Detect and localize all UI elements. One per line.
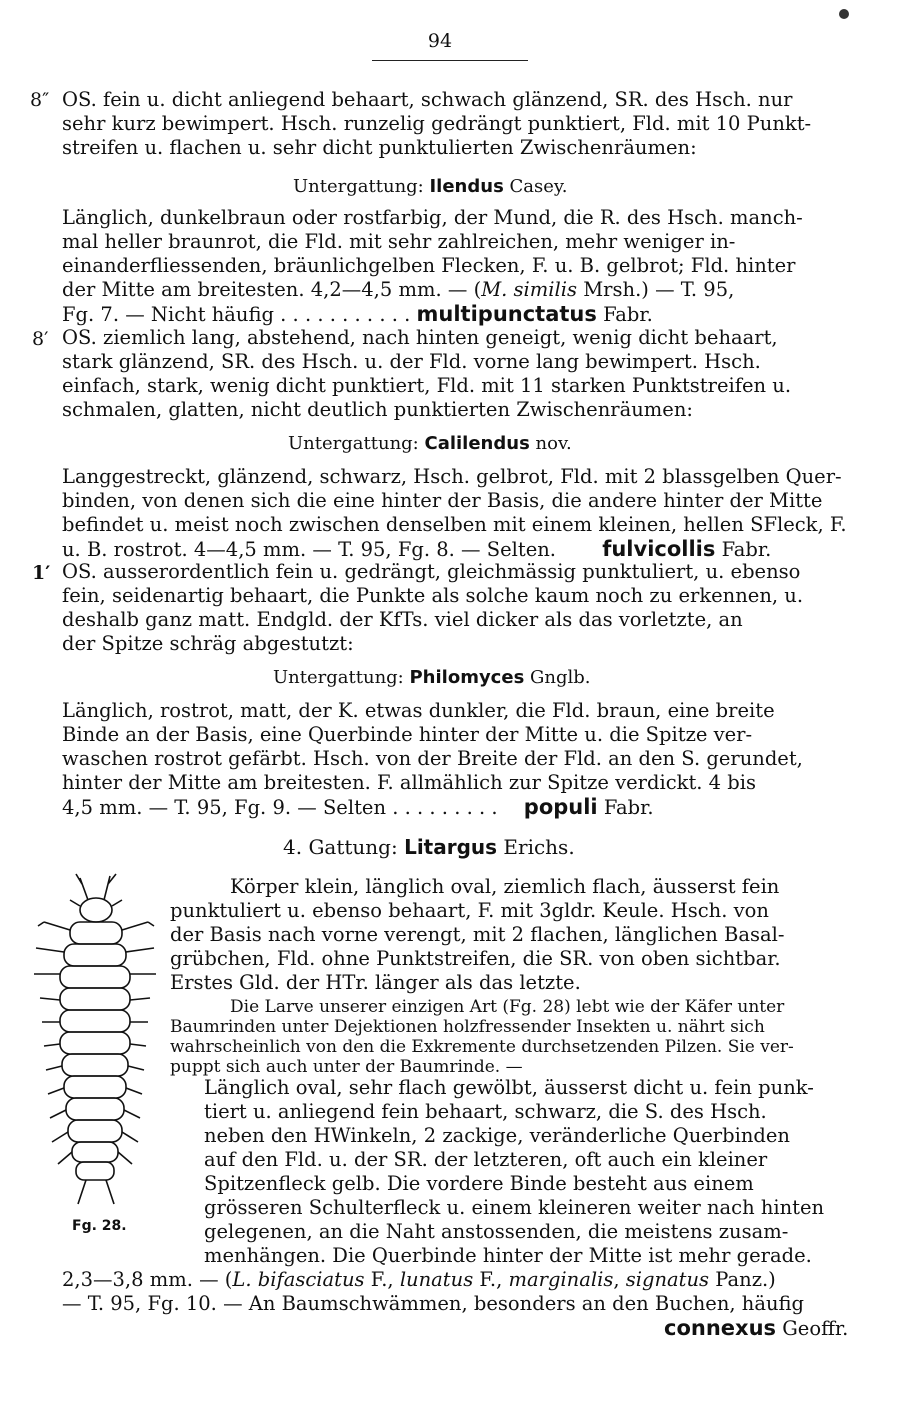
author-name: Casey. — [509, 176, 568, 197]
note-line: wahrscheinlich von den die Exkremente durchsetzenden Pilzen. Sie ver- — [170, 1037, 794, 1057]
taxon-italic: marginalis — [508, 1268, 614, 1291]
text-line — [62, 279, 734, 301]
species-name: connexus — [664, 1316, 777, 1340]
text-line: binden, von denen sich die eine hinter der Basis, die andere hinter der Mitte — [62, 489, 823, 512]
text-span: 2,3—3,8 mm. — ( — [62, 1268, 233, 1291]
text-line: der Basis nach vorne verengt, mit 2 flachen, länglichen Basal- — [170, 923, 785, 946]
heading-label: Untergattung: — [288, 433, 419, 454]
species-line — [664, 1317, 848, 1340]
text-span: Panz.) — [709, 1268, 776, 1291]
note-line: Baumrinden unter Dejektionen holzfressender Insekten u. nährt sich — [170, 1017, 765, 1037]
text-line — [62, 538, 771, 561]
text-line: Spitzenfleck gelb. Die vordere Binde besteht aus einem — [204, 1172, 754, 1195]
key-marker: 8′ — [32, 328, 49, 350]
text-line: befindet u. meist noch zwischen denselben mit einem kleinen, hellen SFleck, F. — [62, 513, 847, 536]
subgenus-heading — [273, 667, 591, 689]
text-line: sehr kurz bewimpert. Hsch. runzelig gedrängt punktiert, Fld. mit 10 Punkt- — [62, 112, 812, 135]
text-span: F., — [364, 1268, 400, 1291]
taxon-italic: M. similis — [481, 278, 578, 301]
text-line: der Spitze schräg abgestutzt: — [62, 632, 354, 655]
text-line: waschen rostrot gefärbt. Hsch. von der Breite der Fld. an den S. gerundet, — [62, 747, 803, 770]
text-line: OS. fein u. dicht anliegend behaart, schwach glänzend, SR. des Hsch. nur — [62, 88, 793, 111]
taxon-name: Ilendus — [429, 176, 504, 197]
heading-label: Untergattung: — [293, 176, 424, 197]
text-line: Körper klein, länglich oval, ziemlich flach, äusserst fein — [230, 875, 780, 898]
note-line: Die Larve unserer einzigen Art (Fg. 28) lebt wie der Käfer unter — [230, 997, 785, 1017]
text-span: der Mitte am breitesten. 4,2—4,5 mm. — ( — [62, 278, 482, 301]
text-line: einanderfliessenden, bräunlichgelben Flecken, F. u. B. gelbrot; Fld. hinter — [62, 254, 796, 277]
text-span: F., — [473, 1268, 509, 1291]
text-line: Länglich, rostrot, matt, der K. etwas dunkler, die Fld. braun, eine breite — [62, 699, 775, 722]
text-span: 4,5 mm. — T. 95, Fg. 9. — Selten . . . . . . . . . — [62, 796, 498, 819]
text-line: auf den Fld. u. der SR. der letzteren, oft auch ein kleiner — [204, 1148, 768, 1171]
text-line: Länglich, dunkelbraun oder rostfarbig, der Mund, die R. des Hsch. manch- — [62, 206, 803, 229]
text-line: Langgestreckt, glänzend, schwarz, Hsch. gelbrot, Fld. mit 2 blassgelben Quer- — [62, 465, 842, 488]
heading-label: Untergattung: — [273, 667, 404, 688]
taxon-italic: L. bifasciatus — [232, 1268, 365, 1291]
page-number-rule — [372, 60, 528, 61]
text-line: neben den HWinkeln, 2 zackige, veränderliche Querbinden — [204, 1124, 790, 1147]
taxon-italic: lunatus — [399, 1268, 474, 1291]
taxon-italic: signatus — [625, 1268, 710, 1291]
text-line: gelegenen, an die Naht anstossenden, die meistens zusam- — [204, 1220, 789, 1243]
author-name: Geoffr. — [782, 1317, 849, 1340]
text-line: Binde an der Basis, eine Querbinde hinter der Mitte u. die Spitze ver- — [62, 723, 753, 746]
author-name: nov. — [535, 433, 572, 454]
text-line: stark glänzend, SR. des Hsch. u. der Fld. vorne lang bewimpert. Hsch. — [62, 350, 761, 373]
species-name: fulvicollis — [602, 537, 716, 561]
larva-figure — [30, 870, 165, 1210]
text-line: streifen u. flachen u. sehr dicht punktulierten Zwischenräumen: — [62, 136, 697, 159]
text-span: Fg. 7. — Nicht häufig . . . . . . . . . . . — [62, 303, 411, 326]
author-name: Fabr. — [603, 303, 653, 326]
text-span: u. B. rostrot. 4—4,5 mm. — T. 95, Fg. 8. — Selten. — [62, 538, 557, 561]
text-line: grübchen, Fld. ohne Punktstreifen, die SR. von oben sichtbar. — [170, 947, 781, 970]
text-line: fein, seidenartig behaart, die Punkte als solche kaum noch zu erkennen, u. — [62, 584, 804, 607]
text-line: hinter der Mitte am breitesten. F. allmählich zur Spitze verdickt. 4 bis — [62, 771, 757, 794]
text-line: — T. 95, Fg. 10. — An Baumschwämmen, besonders an den Buchen, häufig — [62, 1292, 805, 1315]
text-line: Länglich oval, sehr flach gewölbt, äusserst dicht u. fein punk- — [204, 1076, 814, 1099]
key-marker: 8″ — [30, 89, 50, 111]
taxon-name: Calilendus — [424, 433, 530, 454]
taxon-name: Philomyces — [409, 667, 525, 688]
species-name: multipunctatus — [416, 302, 597, 326]
key-marker: 1′ — [32, 562, 51, 584]
heading-label: 4. Gattung: — [283, 835, 398, 859]
subgenus-heading — [288, 433, 572, 455]
text-line: Erstes Gld. der HTr. länger als das letzte. — [170, 971, 581, 994]
text-line: grösseren Schulterfleck u. einem kleineren weiter nach hinten — [204, 1196, 825, 1219]
author-name: Erichs. — [503, 835, 575, 859]
author-name: Fabr. — [603, 796, 654, 819]
text-line: einfach, stark, wenig dicht punktiert, Fld. mit 11 starken Punktstreifen u. — [62, 374, 792, 397]
ink-speck — [839, 9, 849, 19]
author-name: Fabr. — [721, 538, 772, 561]
subgenus-heading — [293, 176, 567, 198]
text-line: OS. ausserordentlich fein u. gedrängt, gleichmässig punktuliert, u. ebenso — [62, 560, 801, 583]
note-line: puppt sich auch unter der Baumrinde. — — [170, 1057, 523, 1077]
text-line: OS. ziemlich lang, abstehend, nach hinten geneigt, wenig dicht behaart, — [62, 326, 778, 349]
taxon-name: Litargus — [404, 835, 498, 859]
figure-caption: Fg. 28. — [72, 1218, 127, 1234]
text-line: schmalen, glatten, nicht deutlich punktierten Zwischenräumen: — [62, 398, 693, 421]
text-line — [62, 1269, 776, 1291]
text-span: Mrsh.) — T. 95, — [577, 278, 735, 301]
text-line: punktuliert u. ebenso behaart, F. mit 3gldr. Keule. Hsch. von — [170, 899, 769, 922]
text-line — [62, 796, 654, 819]
text-line: mal heller braunrot, die Fld. mit sehr zahlreichen, mehr weniger in- — [62, 230, 736, 253]
species-name: populi — [523, 795, 598, 819]
text-line: menhängen. Die Querbinde hinter der Mitte ist mehr gerade. — [204, 1244, 812, 1267]
text-span: , — [613, 1268, 626, 1291]
text-line — [62, 303, 653, 326]
text-line: tiert u. anliegend fein behaart, schwarz, die S. des Hsch. — [204, 1100, 767, 1123]
page-number: 94 — [427, 30, 453, 52]
genus-heading — [283, 836, 575, 858]
text-line: deshalb ganz matt. Endgld. der KfTs. viel dicker als das vorletzte, an — [62, 608, 743, 631]
author-name: Gnglb. — [530, 667, 591, 688]
